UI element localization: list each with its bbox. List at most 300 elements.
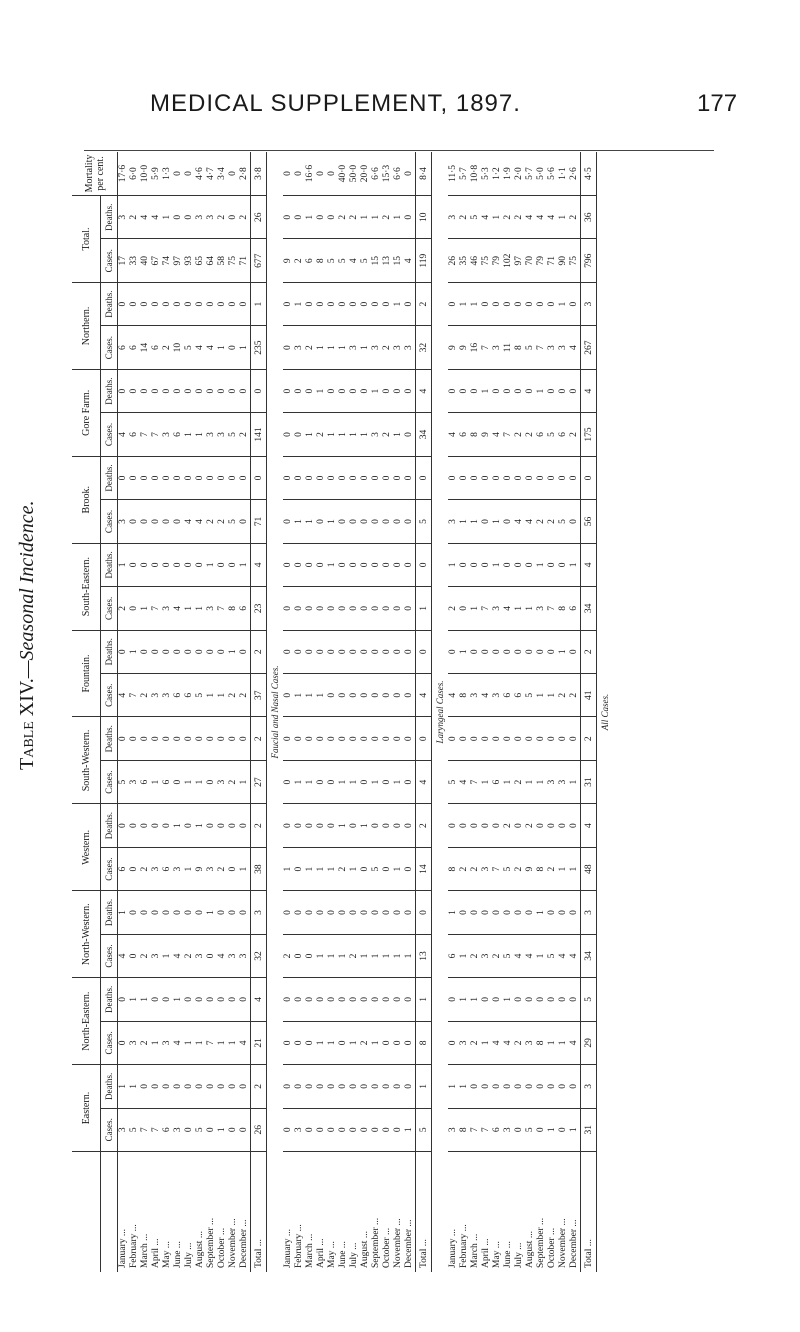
table-cell: 0 bbox=[140, 456, 151, 499]
table-cell: 0 bbox=[327, 456, 338, 499]
table-cell: 0 bbox=[283, 1021, 294, 1064]
table-cell: 3 bbox=[129, 1021, 140, 1064]
sub-header: Deaths. bbox=[101, 369, 118, 412]
sub-header: Deaths. bbox=[101, 891, 118, 934]
month-label: April ... bbox=[316, 1238, 326, 1268]
month-label: January ... bbox=[283, 1228, 293, 1268]
table-cell: 0 bbox=[206, 1065, 217, 1108]
table-cell: 0 bbox=[448, 282, 459, 325]
table-cell: 0 bbox=[327, 1065, 338, 1108]
table-cell: 3 bbox=[206, 587, 217, 630]
table-cell: 4 bbox=[503, 587, 514, 630]
table-cell: 0 bbox=[558, 891, 569, 934]
rotated-table bbox=[72, 152, 772, 1272]
table-cell: 0 bbox=[547, 456, 558, 499]
table-cell: 0 bbox=[173, 456, 184, 499]
table-cell: 48 bbox=[581, 847, 597, 890]
table-cell: 0 bbox=[525, 717, 536, 760]
table-cell: 1 bbox=[525, 760, 536, 803]
table-cell: 8 bbox=[316, 239, 327, 282]
table-cell: 0 bbox=[239, 891, 251, 934]
table-cell: 5·9 bbox=[151, 152, 162, 196]
table-cell: 0 bbox=[294, 369, 305, 412]
table-cell: 7 bbox=[140, 413, 151, 456]
table-cell: 0 bbox=[536, 804, 547, 847]
table-cell: 1 bbox=[228, 630, 239, 673]
table-cell: 0 bbox=[327, 587, 338, 630]
table-cell: 0 bbox=[118, 282, 130, 325]
table-cell: 0 bbox=[349, 500, 360, 543]
table-cell: 1 bbox=[558, 196, 569, 239]
table-cell: 5 bbox=[503, 847, 514, 890]
table-cell: 0 bbox=[228, 891, 239, 934]
table-cell: 0 bbox=[481, 456, 492, 499]
table-cell: 0 bbox=[195, 891, 206, 934]
table-cell: 4 bbox=[118, 413, 130, 456]
table-cell: 0 bbox=[416, 717, 432, 760]
group-header: Fountain. bbox=[72, 630, 101, 717]
table-cell: 0 bbox=[184, 891, 195, 934]
table-cell: 0 bbox=[492, 369, 503, 412]
table-cell: 7 bbox=[470, 760, 481, 803]
table-cell: 2 bbox=[514, 760, 525, 803]
table-cell: 0 bbox=[382, 456, 393, 499]
table-cell: 9 bbox=[448, 326, 459, 369]
table-cell: 4 bbox=[195, 326, 206, 369]
table-cell: 0 bbox=[140, 543, 151, 586]
table-cell: 1 bbox=[316, 326, 327, 369]
table-cell: 0 bbox=[327, 369, 338, 412]
table-cell: 1 bbox=[206, 674, 217, 717]
table-cell: 2 bbox=[239, 196, 251, 239]
table-cell: 0 bbox=[140, 717, 151, 760]
table-cell: 79 bbox=[536, 239, 547, 282]
table-cell: 0 bbox=[173, 543, 184, 586]
table-cell: 0 bbox=[217, 717, 228, 760]
table-cell: 3 bbox=[481, 934, 492, 977]
table-cell: 267 bbox=[581, 326, 597, 369]
table-cell: 0 bbox=[162, 804, 173, 847]
table-cell: 0 bbox=[404, 1021, 416, 1064]
table-cell: 3 bbox=[581, 891, 597, 934]
table-cell: 2 bbox=[239, 674, 251, 717]
table-cell: 2 bbox=[305, 326, 316, 369]
table-cell: 0 bbox=[173, 369, 184, 412]
table-cell: 0 bbox=[404, 456, 416, 499]
group-header: Mortality per cent. bbox=[72, 152, 118, 196]
table-cell: 0 bbox=[151, 630, 162, 673]
table-cell: 0 bbox=[338, 587, 349, 630]
table-cell: 4 bbox=[416, 760, 432, 803]
table-cell: 0 bbox=[481, 630, 492, 673]
table-cell: 2 bbox=[217, 500, 228, 543]
table-cell: 0 bbox=[151, 978, 162, 1021]
table-cell: 3 bbox=[492, 587, 503, 630]
table-cell: 17 bbox=[118, 239, 130, 282]
table-cell: 0 bbox=[327, 282, 338, 325]
group-header: Western. bbox=[72, 804, 101, 891]
table-cell: 0 bbox=[251, 456, 267, 499]
table-cell: 7 bbox=[206, 1021, 217, 1064]
page-number: 177 bbox=[697, 90, 738, 117]
table-cell: 9 bbox=[283, 239, 294, 282]
table-cell: 0 bbox=[316, 978, 327, 1021]
table-cell: 6 bbox=[503, 674, 514, 717]
table-cell: 0 bbox=[382, 1108, 393, 1151]
month-label: March ... bbox=[140, 1233, 150, 1268]
table-cell: 0 bbox=[558, 369, 569, 412]
table-cell: 0 bbox=[217, 630, 228, 673]
table-cell: 0 bbox=[162, 1065, 173, 1108]
table-cell: 0 bbox=[283, 282, 294, 325]
table-cell: 1 bbox=[217, 1108, 228, 1151]
table-cell: 0 bbox=[206, 456, 217, 499]
table-cell: 1 bbox=[118, 543, 130, 586]
table-cell: 0 bbox=[536, 717, 547, 760]
table-cell: 0 bbox=[162, 543, 173, 586]
table-cell: 1 bbox=[536, 891, 547, 934]
table-cell: 6 bbox=[118, 847, 130, 890]
table-cell: 1 bbox=[459, 630, 470, 673]
table-cell: 0 bbox=[448, 456, 459, 499]
table-cell: 0 bbox=[558, 1065, 569, 1108]
table-cell: 0 bbox=[294, 413, 305, 456]
table-cell: 1 bbox=[459, 1065, 470, 1108]
table-cell: 4 bbox=[581, 804, 597, 847]
table-cell: 0 bbox=[217, 282, 228, 325]
table-cell: 0 bbox=[382, 978, 393, 1021]
table-cell: 3 bbox=[294, 1108, 305, 1151]
table-cell: 0 bbox=[305, 630, 316, 673]
table-row bbox=[118, 152, 130, 1272]
table-cell: 2 bbox=[251, 717, 267, 760]
table-cell: 0 bbox=[481, 282, 492, 325]
table-cell: 1 bbox=[360, 934, 371, 977]
table-cell: 5·3 bbox=[481, 152, 492, 196]
table-cell: 0 bbox=[283, 891, 294, 934]
table-cell: 4 bbox=[217, 934, 228, 977]
group-header: North-Western. bbox=[72, 891, 101, 978]
table-cell: 4 bbox=[581, 369, 597, 412]
table-cell: 0 bbox=[195, 543, 206, 586]
table-cell: 1 bbox=[459, 500, 470, 543]
table-cell: 2 bbox=[338, 196, 349, 239]
table-cell: 0 bbox=[338, 891, 349, 934]
table-cell: 0 bbox=[448, 717, 459, 760]
table-cell: 2 bbox=[316, 413, 327, 456]
table-cell: 71 bbox=[251, 500, 267, 543]
table-cell: 0 bbox=[382, 804, 393, 847]
table-cell: 0 bbox=[581, 456, 597, 499]
table-cell: 2 bbox=[382, 326, 393, 369]
table-cell: 0 bbox=[338, 282, 349, 325]
table-cell: 2 bbox=[239, 413, 251, 456]
table-cell: 7 bbox=[481, 326, 492, 369]
table-cell: 0 bbox=[481, 891, 492, 934]
table-cell: 1 bbox=[371, 369, 382, 412]
table-cell: 0 bbox=[503, 717, 514, 760]
table-cell: 0 bbox=[503, 456, 514, 499]
table-cell: 0 bbox=[547, 282, 558, 325]
table-cell: 2 bbox=[416, 282, 432, 325]
table-cell: 0 bbox=[536, 1065, 547, 1108]
table-cell: 0 bbox=[360, 543, 371, 586]
table-cell: 4 bbox=[195, 500, 206, 543]
section-caption: Faucial and Nasal Cases. bbox=[270, 665, 280, 759]
table-cell: 2·8 bbox=[239, 152, 251, 196]
table-cell: 0 bbox=[371, 804, 382, 847]
table-cell: 1 bbox=[239, 543, 251, 586]
table-subtitle: —Seasonal Incidence. bbox=[16, 500, 38, 679]
table-cell: 0 bbox=[481, 804, 492, 847]
table-cell: 20·0 bbox=[360, 152, 371, 196]
table-cell: 0 bbox=[162, 456, 173, 499]
table-cell: 0 bbox=[514, 282, 525, 325]
table-cell: 1 bbox=[371, 934, 382, 977]
table-cell: 4 bbox=[536, 196, 547, 239]
table-cell: 4 bbox=[118, 674, 130, 717]
table-cell: 4 bbox=[514, 934, 525, 977]
table-cell: 0 bbox=[459, 587, 470, 630]
table-cell: 6 bbox=[459, 413, 470, 456]
table-cell: 0 bbox=[217, 978, 228, 1021]
page-header bbox=[0, 0, 800, 140]
table-cell: 0 bbox=[416, 630, 432, 673]
table-cell: 0 bbox=[360, 282, 371, 325]
table-cell: 0 bbox=[206, 369, 217, 412]
table-cell: 0 bbox=[360, 1108, 371, 1151]
table-cell: 0 bbox=[239, 456, 251, 499]
table-cell: 0 bbox=[162, 369, 173, 412]
table-cell: 3 bbox=[448, 196, 459, 239]
table-cell: 3 bbox=[195, 934, 206, 977]
table-cell: 0 bbox=[316, 717, 327, 760]
table-cell: 6·6 bbox=[371, 152, 382, 196]
table-cell: 0 bbox=[404, 674, 416, 717]
table-cell: 1 bbox=[459, 934, 470, 977]
table-cell: 0 bbox=[316, 630, 327, 673]
table-cell: 0 bbox=[129, 934, 140, 977]
table-cell: 0 bbox=[316, 1065, 327, 1108]
table-cell: 0 bbox=[305, 978, 316, 1021]
table-cell: 0 bbox=[470, 456, 481, 499]
table-cell: 0 bbox=[349, 587, 360, 630]
table-cell: 4 bbox=[525, 196, 536, 239]
table-cell: 2 bbox=[470, 1021, 481, 1064]
table-cell: 0 bbox=[360, 717, 371, 760]
total-row bbox=[251, 152, 267, 1272]
table-cell: 2 bbox=[251, 630, 267, 673]
table-cell: 1 bbox=[305, 196, 316, 239]
table-cell: 0 bbox=[294, 891, 305, 934]
table-cell: 1 bbox=[404, 934, 416, 977]
table-cell: 0 bbox=[173, 630, 184, 673]
table-cell: 0 bbox=[382, 369, 393, 412]
month-label: November ... bbox=[393, 1218, 403, 1268]
table-cell: 1 bbox=[360, 413, 371, 456]
table-row bbox=[382, 152, 393, 1272]
table-cell: 2 bbox=[140, 847, 151, 890]
table-cell: 0 bbox=[283, 760, 294, 803]
month-label: July ... bbox=[514, 1242, 524, 1268]
table-cell: 7 bbox=[503, 413, 514, 456]
table-cell: 75 bbox=[481, 239, 492, 282]
table-cell: 2 bbox=[184, 934, 195, 977]
table-cell: 0 bbox=[360, 456, 371, 499]
table-cell: 6 bbox=[492, 760, 503, 803]
table-cell: 0 bbox=[371, 456, 382, 499]
month-label: September ... bbox=[536, 1217, 546, 1268]
table-cell: 0 bbox=[404, 196, 416, 239]
table-cell: 7 bbox=[217, 587, 228, 630]
table-cell: 0 bbox=[349, 630, 360, 673]
table-cell: 40 bbox=[140, 239, 151, 282]
table-cell: 1 bbox=[371, 1021, 382, 1064]
table-cell: 2 bbox=[228, 760, 239, 803]
table-cell: 0 bbox=[151, 1065, 162, 1108]
table-cell: 0 bbox=[503, 282, 514, 325]
table-cell: 0 bbox=[206, 760, 217, 803]
table-cell: 0 bbox=[206, 630, 217, 673]
table-cell: 5 bbox=[184, 326, 195, 369]
table-cell: 0 bbox=[393, 891, 404, 934]
table-cell: 41 bbox=[581, 674, 597, 717]
table-cell: 6 bbox=[173, 413, 184, 456]
table-cell: 4 bbox=[492, 413, 503, 456]
month-label: December ... bbox=[404, 1219, 414, 1268]
table-cell: 0 bbox=[305, 369, 316, 412]
table-cell: 0 bbox=[316, 587, 327, 630]
table-cell: 4 bbox=[416, 674, 432, 717]
table-cell: 0 bbox=[569, 630, 581, 673]
table-cell: 0 bbox=[404, 587, 416, 630]
table-cell: 1 bbox=[481, 1021, 492, 1064]
table-cell: 7 bbox=[151, 1108, 162, 1151]
table-cell: 0 bbox=[305, 1065, 316, 1108]
table-cell: 6 bbox=[151, 326, 162, 369]
table-cell: 0 bbox=[283, 1065, 294, 1108]
table-row bbox=[140, 152, 151, 1272]
table-cell: 0 bbox=[338, 978, 349, 1021]
table-cell: 0 bbox=[547, 717, 558, 760]
table-row bbox=[459, 152, 470, 1272]
table-cell: 0 bbox=[371, 500, 382, 543]
table-cell: 0 bbox=[151, 717, 162, 760]
table-cell: 0 bbox=[338, 543, 349, 586]
table-cell: 1 bbox=[316, 1021, 327, 1064]
table-cell: 0 bbox=[283, 978, 294, 1021]
table-cell: 0 bbox=[162, 978, 173, 1021]
table-cell: 0 bbox=[404, 282, 416, 325]
table-cell: 0 bbox=[404, 152, 416, 196]
table-label: Table XIV. bbox=[16, 678, 38, 770]
table-cell: 2 bbox=[470, 847, 481, 890]
table-cell: 0 bbox=[228, 456, 239, 499]
table-cell: 0 bbox=[162, 717, 173, 760]
table-cell: 0 bbox=[239, 717, 251, 760]
table-cell: 0 bbox=[283, 630, 294, 673]
table-cell: 0 bbox=[327, 804, 338, 847]
table-cell: 0 bbox=[393, 587, 404, 630]
table-cell: 0 bbox=[371, 1065, 382, 1108]
table-cell: 5 bbox=[547, 934, 558, 977]
table-cell: 0 bbox=[393, 456, 404, 499]
table-cell: 1 bbox=[316, 847, 327, 890]
table-cell: 0 bbox=[349, 1108, 360, 1151]
table-cell: 56 bbox=[581, 500, 597, 543]
table-cell: 1 bbox=[184, 847, 195, 890]
table-cell: 1 bbox=[217, 1021, 228, 1064]
table-cell: 1 bbox=[129, 978, 140, 1021]
table-cell: 2 bbox=[251, 804, 267, 847]
table-cell: 1·2 bbox=[492, 152, 503, 196]
table-cell: 0 bbox=[404, 891, 416, 934]
table-row bbox=[129, 152, 140, 1272]
table-cell: 1 bbox=[360, 196, 371, 239]
table-cell: 0 bbox=[316, 282, 327, 325]
table-cell: 0 bbox=[558, 456, 569, 499]
table-cell: 3 bbox=[547, 760, 558, 803]
table-row bbox=[316, 152, 327, 1272]
table-row bbox=[305, 152, 316, 1272]
month-label: April ... bbox=[481, 1238, 491, 1268]
table-cell: 6 bbox=[305, 239, 316, 282]
table-cell: 8 bbox=[536, 847, 547, 890]
table-cell: 0 bbox=[184, 152, 195, 196]
table-cell: 0 bbox=[283, 717, 294, 760]
table-cell: 5 bbox=[228, 500, 239, 543]
table-cell: 14 bbox=[140, 326, 151, 369]
sub-header: Cases. bbox=[101, 326, 118, 369]
table-cell: 2 bbox=[569, 674, 581, 717]
table-cell: 0 bbox=[129, 282, 140, 325]
table-cell: 0 bbox=[305, 934, 316, 977]
table-cell: 0 bbox=[195, 282, 206, 325]
table-cell: 0 bbox=[118, 369, 130, 412]
table-cell: 3 bbox=[151, 674, 162, 717]
table-cell: 0 bbox=[382, 587, 393, 630]
table-cell: 0 bbox=[536, 282, 547, 325]
table-cell: 0 bbox=[195, 978, 206, 1021]
table-cell: 0 bbox=[118, 717, 130, 760]
table-cell: 2 bbox=[118, 587, 130, 630]
table-cell: 2 bbox=[140, 1021, 151, 1064]
table-cell: 0 bbox=[569, 456, 581, 499]
table-cell: 0 bbox=[239, 1108, 251, 1151]
table-cell: 40·0 bbox=[338, 152, 349, 196]
table-cell: 1 bbox=[162, 934, 173, 977]
table-cell: 0 bbox=[459, 543, 470, 586]
table-cell: 0 bbox=[514, 630, 525, 673]
table-cell: 34 bbox=[581, 934, 597, 977]
table-cell: 5 bbox=[416, 500, 432, 543]
table-cell: 4 bbox=[581, 543, 597, 586]
table-cell: 0 bbox=[481, 1065, 492, 1108]
table-cell: 7 bbox=[470, 1108, 481, 1151]
table-cell: 23 bbox=[251, 587, 267, 630]
table-cell: 0 bbox=[184, 369, 195, 412]
table-cell: 0 bbox=[558, 717, 569, 760]
table-cell: 9 bbox=[481, 413, 492, 456]
table-cell: 0 bbox=[316, 891, 327, 934]
table-cell: 3 bbox=[129, 760, 140, 803]
table-cell: 0 bbox=[382, 891, 393, 934]
table-cell: 1 bbox=[448, 891, 459, 934]
section-caption: Laryngeal Cases. bbox=[435, 680, 445, 744]
table-cell: 0 bbox=[338, 369, 349, 412]
table-cell: 0 bbox=[129, 587, 140, 630]
sub-header: Deaths. bbox=[101, 804, 118, 847]
